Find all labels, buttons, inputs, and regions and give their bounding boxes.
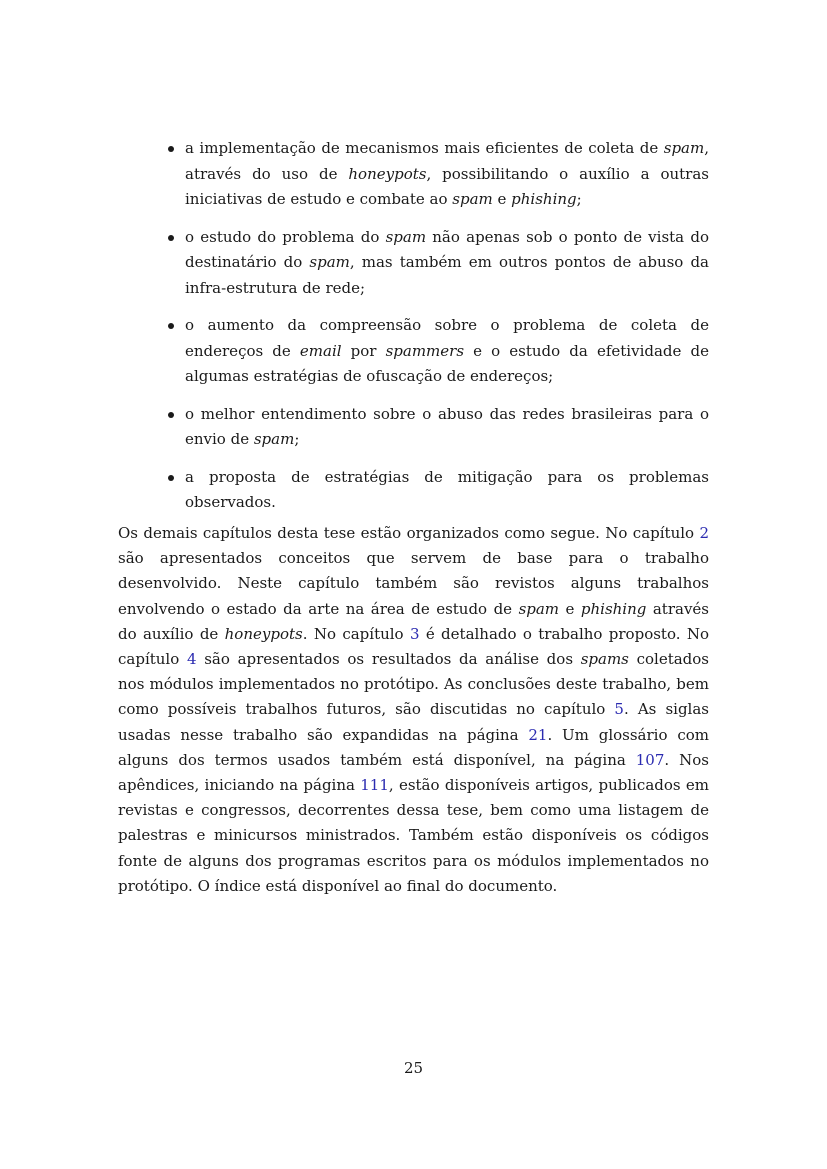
page-ref-link[interactable]: 107 — [635, 750, 665, 769]
chapter-overview-paragraph: Os demais capítulos desta tese estão organizados como segue. No capítulo 2 são apresentados conceitos que servem de base para o trabalho desenvolvido. Neste capítulo também são revistos alguns trabalhos envolvendo o estado da arte na área de estudo de spam e phishing através do auxílio de honeypots. No capítulo 3 é detalhado o trabalho proposto. No capítulo 4 são apresentados os resultados da análise dos spams coletados nos módulos implementados no protótipo. As conclusões deste trabalho, bem como possíveis trabalhos futuros, são discutidas no capítulo 5. As siglas usadas nesse trabalho são expandidas na página 21. Um glossário com alguns dos termos usados também está disponível, na página 107. Nos apêndices, iniciando na página 111, estão disponíveis artigos, publicados em revistas e congressos, decorrentes dessa tese, bem como uma listagem de palestras e minicursos ministrados. Também estão disponíveis os códigos fonte de alguns dos programas escritos para os módulos implementados no protótipo. O índice está disponível ao final do documento. — [118, 524, 710, 895]
page-number: 25 — [403, 1059, 424, 1077]
chapter-ref-link[interactable]: 4 — [186, 650, 197, 669]
list-item: a implementação de mecanismos mais eficientes de coleta de spam, através do uso de honeypots, possibilitando o auxílio a outras iniciativas de estudo e combate ao spam e phishing; — [163, 136, 709, 213]
list-item: o melhor entendimento sobre o abuso das redes brasileiras para o envio de spam; — [163, 402, 709, 453]
bullet-icon — [168, 323, 174, 329]
list-item: a proposta de estratégias de mitigação para os problemas observados. — [163, 465, 709, 516]
bullet-icon — [168, 235, 174, 241]
chapter-ref-link[interactable]: 3 — [409, 624, 420, 643]
list-item: o estudo do problema do spam não apenas sob o ponto de vista do destinatário do spam, mas também em outros pontos de abuso da infra-estrutura de rede; — [163, 225, 709, 302]
page-ref-link[interactable]: 111 — [360, 776, 389, 795]
bullet-icon — [168, 475, 174, 481]
bullet-icon — [168, 412, 174, 418]
contributions-list — [163, 136, 709, 528]
bullet-icon — [168, 146, 174, 152]
list-item: o aumento da compreensão sobre o problema de coleta de endereços de email por spammers e o estudo da efetividade de algumas estratégias de ofuscação de endereços; — [163, 313, 709, 390]
chapter-ref-link[interactable]: 2 — [699, 524, 709, 542]
page-ref-link[interactable]: 21 — [528, 725, 548, 744]
chapter-ref-link[interactable]: 5 — [614, 700, 624, 719]
